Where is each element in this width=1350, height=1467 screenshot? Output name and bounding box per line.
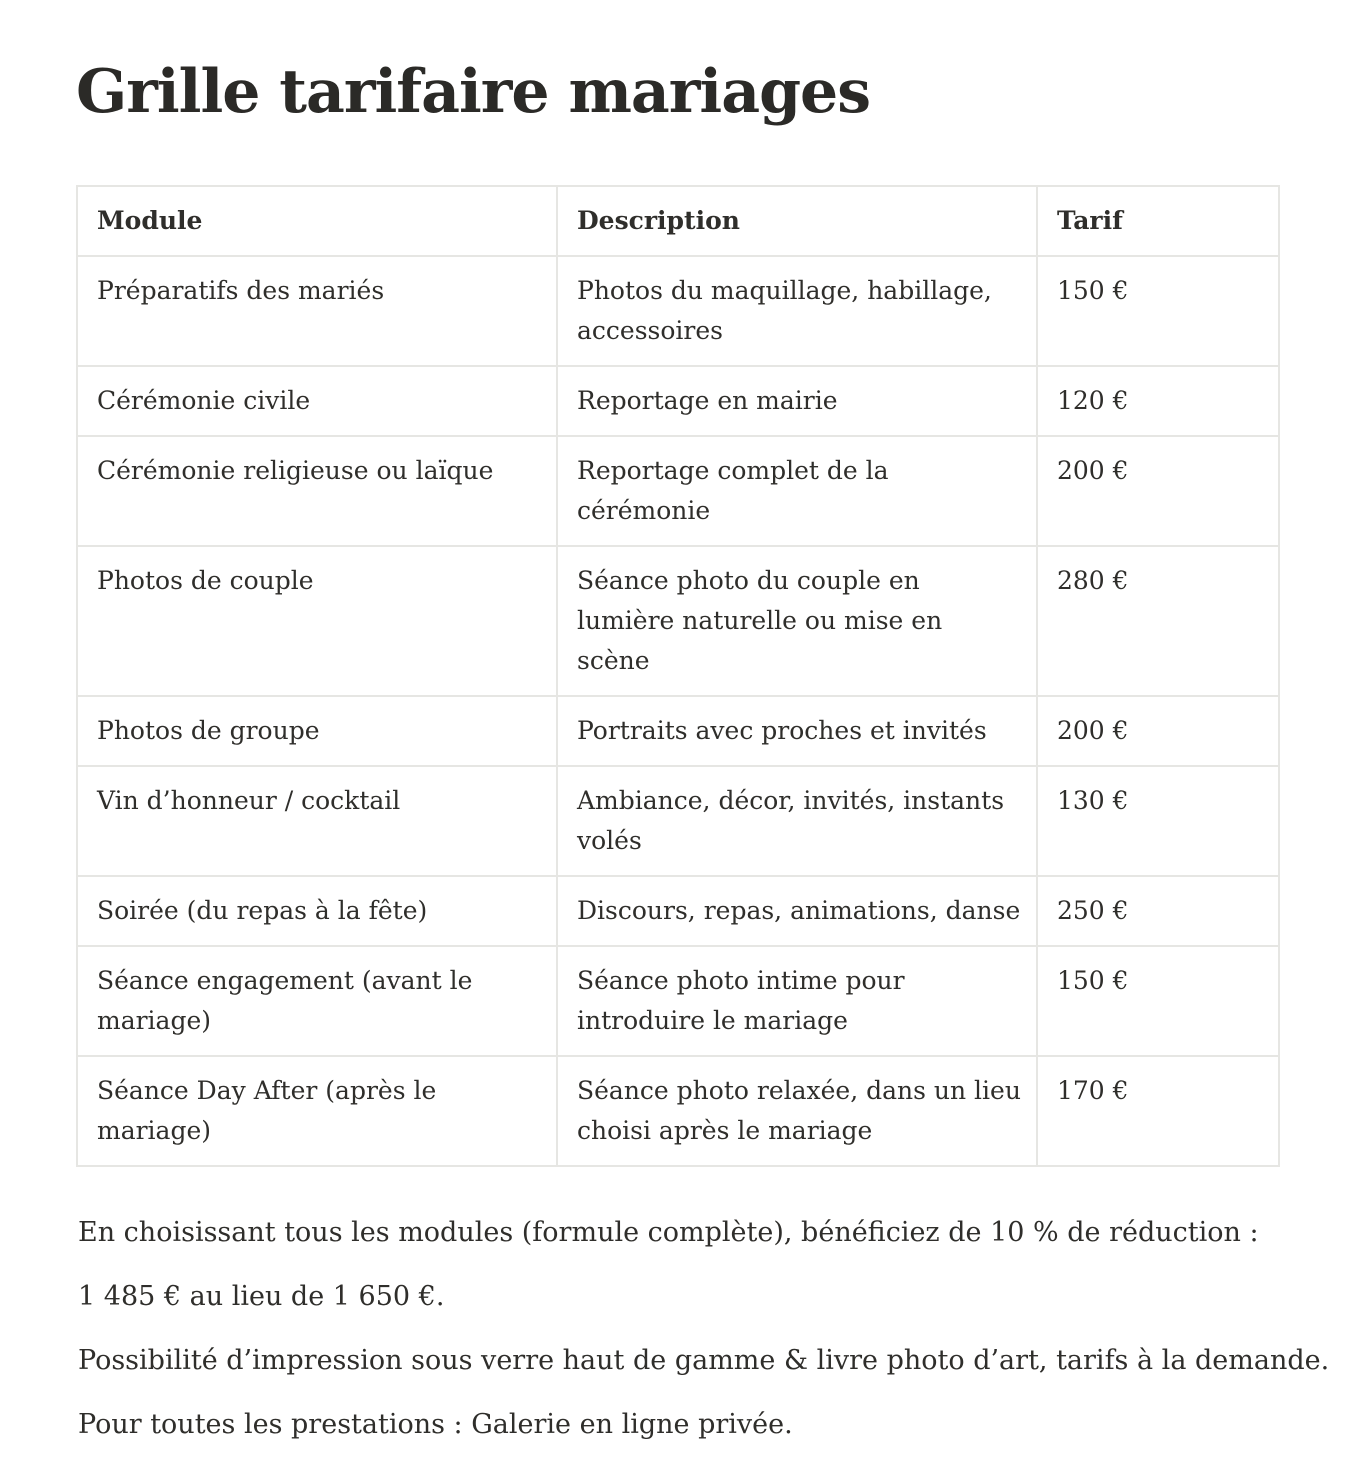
table-row bbox=[77, 546, 1279, 696]
cell-description: Photos du maquillage, habillage, accessoires bbox=[557, 256, 1037, 366]
cell-module: Photos de groupe bbox=[77, 696, 557, 766]
cell-price: 200 € bbox=[1037, 436, 1279, 546]
printing-note: Possibilité d’impression sous verre haut de gamme & livre photo d’art, tarifs à la demande. bbox=[78, 1345, 1330, 1376]
cell-description: Séance photo intime pour introduire le mariage bbox=[557, 946, 1037, 1056]
cell-module: Préparatifs des mariés bbox=[77, 256, 557, 366]
cell-description: Discours, repas, animations, danse bbox=[557, 876, 1037, 946]
table-row bbox=[77, 946, 1279, 1056]
cell-module: Séance Day After (après le mariage) bbox=[77, 1056, 557, 1166]
table-row bbox=[77, 876, 1279, 946]
cell-module: Photos de couple bbox=[77, 546, 557, 696]
cell-description: Ambiance, décor, invités, instants volés bbox=[557, 766, 1037, 876]
cell-price: 170 € bbox=[1037, 1056, 1279, 1166]
table-row bbox=[77, 436, 1279, 546]
cell-price: 250 € bbox=[1037, 876, 1279, 946]
cell-price: 120 € bbox=[1037, 366, 1279, 436]
header-description: Description bbox=[557, 186, 1037, 256]
cell-price: 150 € bbox=[1037, 946, 1279, 1056]
notes-section bbox=[76, 1213, 1350, 1445]
cell-description: Reportage en mairie bbox=[557, 366, 1037, 436]
cell-price: 130 € bbox=[1037, 766, 1279, 876]
cell-price: 150 € bbox=[1037, 256, 1279, 366]
cell-module: Séance engagement (avant le mariage) bbox=[77, 946, 557, 1056]
cell-module: Vin d’honneur / cocktail bbox=[77, 766, 557, 876]
cell-price: 200 € bbox=[1037, 696, 1279, 766]
header-price: Tarif bbox=[1037, 186, 1279, 256]
table-row bbox=[77, 766, 1279, 876]
table-row bbox=[77, 256, 1279, 366]
pricing-table bbox=[76, 185, 1280, 1167]
cell-price: 280 € bbox=[1037, 546, 1279, 696]
total-note: 1 485 € au lieu de 1 650 €. bbox=[78, 1281, 445, 1312]
cell-description: Séance photo relaxée, dans un lieu choisi après le mariage bbox=[557, 1056, 1037, 1166]
table-row bbox=[77, 366, 1279, 436]
cell-module: Cérémonie religieuse ou laïque bbox=[77, 436, 557, 546]
discount-note: En choisissant tous les modules (formule complète), bénéficiez de 10 % de réduction : bbox=[78, 1217, 1259, 1248]
cell-module: Cérémonie civile bbox=[77, 366, 557, 436]
gallery-note: Pour toutes les prestations : Galerie en ligne privée. bbox=[78, 1409, 793, 1440]
cell-description: Séance photo du couple en lumière naturelle ou mise en scène bbox=[557, 546, 1037, 696]
cell-description: Portraits avec proches et invités bbox=[557, 696, 1037, 766]
table-header-row bbox=[77, 186, 1279, 256]
table-row bbox=[77, 696, 1279, 766]
header-module: Module bbox=[77, 186, 557, 256]
page-title: Grille tarifaire mariages bbox=[76, 57, 870, 127]
cell-description: Reportage complet de la cérémonie bbox=[557, 436, 1037, 546]
table-row bbox=[77, 1056, 1279, 1166]
cell-module: Soirée (du repas à la fête) bbox=[77, 876, 557, 946]
